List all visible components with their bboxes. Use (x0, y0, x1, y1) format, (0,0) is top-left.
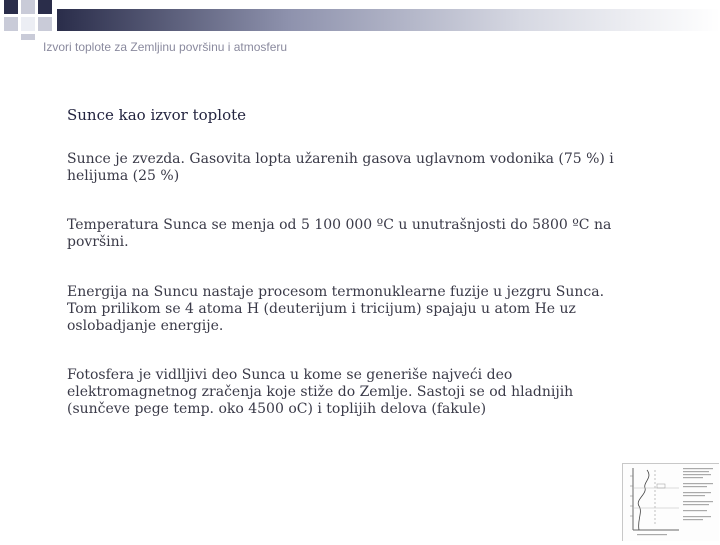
paragraph: Energija na Suncu nastaje procesom termonuklearne fuzije u jezgru Sunca. Tom prilikom se 4 atoma H (deuterijum i tricijum) spajaju u atom He uz oslobadjanje energije. (67, 284, 605, 334)
corner-square (21, 0, 35, 14)
paragraph: Fotosfera je vidlljivi deo Sunca u kome se generiše najveći deo elektromagnetnog zračenja koje stiže do Zemlje. Sastoji se od hladnijih (sunčeve pege temp. oko 4500 oC) i toplijih delova (fakule) (67, 367, 574, 417)
paragraph: Temperatura Sunca se menja od 5 100 000 ºC u unutrašnjosti do 5800 ºC na površini. (67, 217, 612, 250)
corner-square (4, 0, 18, 14)
slide-title: Sunce kao izvor toplote (67, 106, 247, 124)
header-caption: Izvori toplote za Zemljinu površinu i atmosferu (43, 40, 288, 54)
paragraph: Sunce je zvezda. Gasovita lopta užarenih gasova uglavnom vodonika (75 %) i helijuma (25 %) (67, 151, 614, 184)
corner-square (21, 17, 35, 31)
corner-square (38, 17, 52, 31)
header-gradient-bar (57, 9, 720, 31)
diagram-thumbnail-icon (623, 464, 719, 541)
corner-square (38, 0, 52, 14)
diagram-thumbnail (622, 463, 719, 541)
corner-square (21, 34, 35, 40)
corner-square (4, 17, 18, 31)
corner-grid-decoration (0, 0, 60, 40)
